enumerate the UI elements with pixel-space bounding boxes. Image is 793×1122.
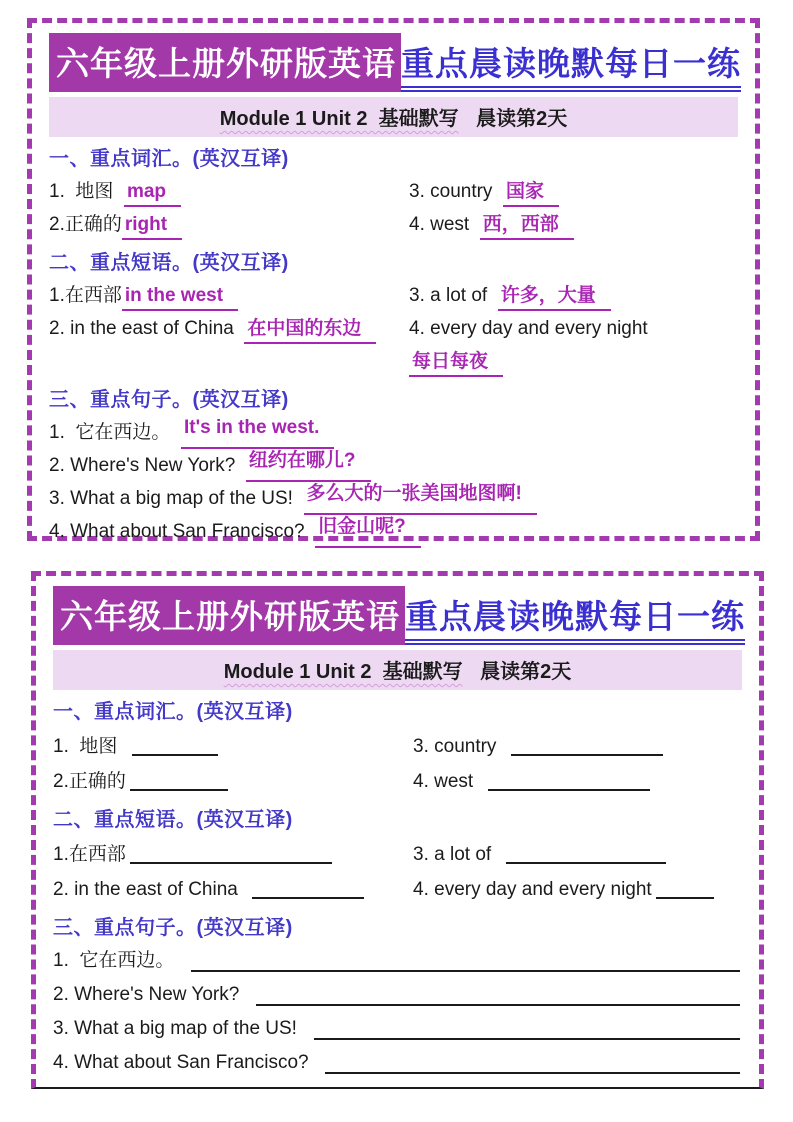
- answer-blank-line: [256, 1004, 740, 1006]
- item-prompt: 4. west: [409, 214, 480, 235]
- item-answer: 旧金山呢?: [315, 515, 421, 548]
- item-prompt: 1.在西部: [49, 285, 122, 306]
- phrase-item: [53, 871, 413, 906]
- section-heading-vocabulary: 一、重点词汇。(英汉互译): [53, 701, 293, 723]
- sentence-item: [53, 1046, 742, 1080]
- item-prompt: 2.正确的: [49, 214, 122, 235]
- sentence-item: [49, 515, 738, 548]
- vocab-item: [413, 763, 742, 798]
- item-prompt: 1. 地图: [53, 736, 128, 757]
- day-label: 晨读第2天: [476, 108, 568, 130]
- title-grade-label: 六年级上册外研版英语: [53, 586, 405, 645]
- sentences-list: [53, 944, 742, 1080]
- item-prompt: 3. What a big map of the US!: [49, 488, 304, 509]
- phrases-grid: [53, 836, 742, 906]
- item-prompt: 2. in the east of China: [53, 879, 249, 900]
- item-prompt: 3. country: [413, 736, 507, 757]
- title-practice-label: 重点晨读晚默每日一练: [401, 33, 741, 92]
- item-answer: map: [124, 180, 181, 207]
- vocab-item: [49, 175, 409, 208]
- item-answer: in the west: [122, 284, 238, 311]
- item-prompt: 3. a lot of: [413, 844, 502, 865]
- answer-blank-line: [325, 1072, 740, 1074]
- item-prompt: 2. in the east of China: [49, 318, 245, 339]
- panel-title-row: [53, 586, 745, 645]
- item-prompt: 2. Where's New York?: [49, 455, 246, 476]
- phrase-item: [413, 871, 742, 906]
- item-answer: 国家: [503, 180, 559, 207]
- day-label: 晨读第2天: [480, 661, 572, 683]
- sentences-list: [49, 416, 738, 548]
- phrase-item: [409, 312, 738, 378]
- phrase-item: [413, 836, 742, 871]
- item-prompt: 4. west: [413, 771, 484, 792]
- section-heading-sentences: 三、重点句子。(英汉互译): [53, 917, 293, 939]
- title-practice-label: 重点晨读晚默每日一练: [405, 586, 745, 645]
- section-heading-sentences: 三、重点句子。(英汉互译): [49, 389, 289, 411]
- sentence-item: [49, 482, 738, 515]
- vocab-item: [413, 728, 742, 763]
- answer-blank-line: [511, 732, 663, 756]
- vocab-item: [49, 208, 409, 241]
- title-grade-label: 六年级上册外研版英语: [49, 33, 401, 92]
- item-prompt: 4. every day and every night: [413, 879, 652, 900]
- sentence-item: [53, 1012, 742, 1046]
- answer-blank-line: [191, 970, 740, 972]
- item-prompt: 1.在西部: [53, 844, 126, 865]
- section-heading-vocabulary: 一、重点词汇。(英汉互译): [49, 148, 289, 170]
- answer-blank-line: [506, 840, 666, 864]
- item-prompt: 4. What about San Francisco?: [49, 521, 316, 542]
- module-subtitle-bar: [53, 650, 742, 690]
- item-answer: 每日每夜: [409, 350, 503, 377]
- item-answer: 纽约在哪儿?: [246, 449, 371, 482]
- answer-blank-line: [314, 1038, 740, 1040]
- sentence-item: [53, 978, 742, 1012]
- phrase-item: [49, 312, 409, 378]
- item-prompt: 1. 地图: [49, 181, 124, 202]
- item-prompt: 3. What a big map of the US!: [53, 1018, 308, 1039]
- item-prompt: 4. every day and every night: [409, 318, 648, 339]
- item-answer: 在中国的东边: [244, 317, 376, 344]
- sentence-item: [49, 449, 738, 482]
- item-prompt: 3. country: [409, 181, 503, 202]
- item-answer: 多么大的一张美国地图啊!: [304, 482, 537, 515]
- item-answer: 许多，大量: [498, 284, 611, 311]
- module-unit-label: Module 1 Unit 2 基础默写: [223, 661, 463, 683]
- vocab-item: [53, 728, 413, 763]
- phrase-item: [409, 279, 738, 312]
- vocab-item: [409, 208, 738, 241]
- answer-blank-line: [656, 875, 714, 899]
- vocab-item: [53, 763, 413, 798]
- vocab-item: [409, 175, 738, 208]
- module-subtitle-bar: [49, 97, 738, 137]
- item-answer: 西，西部: [480, 213, 574, 240]
- phrase-item: [53, 836, 413, 871]
- answer-blank-line: [252, 875, 364, 899]
- answer-blank-line: [488, 767, 650, 791]
- vocabulary-grid: [53, 728, 742, 798]
- answer-blank-line: [130, 767, 228, 791]
- item-prompt: 2.正确的: [53, 771, 126, 792]
- vocabulary-grid: [49, 175, 738, 241]
- worksheet-panel-answered: [27, 18, 760, 541]
- item-prompt: 1. 它在西边。: [53, 950, 185, 971]
- item-prompt: 1. 它在西边。: [49, 422, 181, 443]
- answer-blank-line: [132, 732, 218, 756]
- item-answer: right: [122, 213, 182, 240]
- item-prompt: 4. What about San Francisco?: [53, 1052, 320, 1073]
- sentence-item: [53, 944, 742, 978]
- item-prompt: 2. Where's New York?: [53, 984, 250, 1005]
- section-heading-phrases: 二、重点短语。(英汉互译): [53, 809, 293, 831]
- worksheet-panel-blank: [31, 571, 764, 1089]
- panel-title-row: [49, 33, 741, 92]
- phrases-grid: [49, 279, 738, 378]
- section-heading-phrases: 二、重点短语。(英汉互译): [49, 252, 289, 274]
- item-prompt: 3. a lot of: [409, 285, 498, 306]
- sentence-item: [49, 416, 738, 449]
- answer-blank-line: [130, 840, 332, 864]
- item-answer: It's in the west.: [181, 416, 334, 449]
- phrase-item: [49, 279, 409, 312]
- module-unit-label: Module 1 Unit 2 基础默写: [219, 108, 459, 130]
